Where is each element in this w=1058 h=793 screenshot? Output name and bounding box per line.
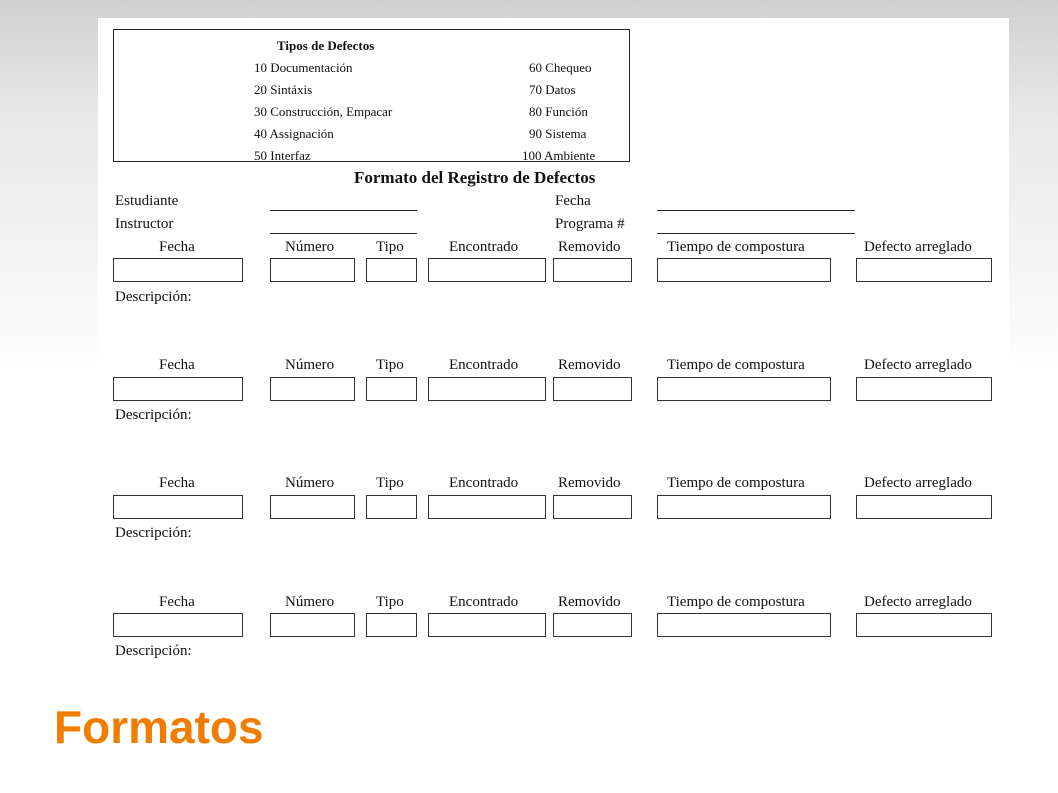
encontrado-field[interactable] <box>428 495 546 519</box>
encontrado-field[interactable] <box>428 258 546 282</box>
encontrado-field[interactable] <box>428 613 546 637</box>
student-label: Estudiante <box>115 193 179 209</box>
student-field[interactable] <box>270 210 417 211</box>
column-header-fecha: Fecha <box>159 357 195 373</box>
date-field[interactable] <box>657 210 855 211</box>
tipo-field[interactable] <box>366 495 417 519</box>
arreglado-field[interactable] <box>856 495 992 519</box>
arreglado-field[interactable] <box>856 377 992 401</box>
defect-log-form-document <box>98 18 1009 670</box>
tiempo-field[interactable] <box>657 613 831 637</box>
column-header-encontrado: Encontrado <box>449 239 519 255</box>
removido-field[interactable] <box>553 613 632 637</box>
column-header-numero: Número <box>285 475 335 491</box>
numero-field[interactable] <box>270 258 355 282</box>
description-label: Descripción: <box>115 643 192 659</box>
column-header-tiempo: Tiempo de compostura <box>667 239 805 255</box>
column-header-encontrado: Encontrado <box>449 357 519 373</box>
arreglado-field[interactable] <box>856 613 992 637</box>
tipo-field[interactable] <box>366 613 417 637</box>
defect-type-item: 70 Datos <box>529 82 576 97</box>
description-label: Descripción: <box>115 289 192 305</box>
form-title: Formato del Registro de Defectos <box>354 168 596 187</box>
instructor-label: Instructor <box>115 216 174 232</box>
column-header-removido: Removido <box>558 475 621 491</box>
numero-field[interactable] <box>270 495 355 519</box>
column-header-tipo: Tipo <box>376 475 404 491</box>
tiempo-field[interactable] <box>657 377 831 401</box>
program-field[interactable] <box>657 233 855 234</box>
column-header-fecha: Fecha <box>159 475 195 491</box>
column-header-fecha: Fecha <box>159 594 195 610</box>
defect-type-item: 40 Assignación <box>254 126 334 141</box>
description-label: Descripción: <box>115 407 192 423</box>
column-header-tiempo: Tiempo de compostura <box>667 475 805 491</box>
column-header-tipo: Tipo <box>376 239 404 255</box>
tiempo-field[interactable] <box>657 495 831 519</box>
program-label: Programa # <box>555 216 625 232</box>
column-header-removido: Removido <box>558 357 621 373</box>
column-header-fecha: Fecha <box>159 239 195 255</box>
column-header-numero: Número <box>285 357 335 373</box>
column-header-removido: Removido <box>558 239 621 255</box>
fecha-field[interactable] <box>113 613 243 637</box>
defect-type-item: 30 Construcción, Empacar <box>254 104 393 119</box>
date-label: Fecha <box>555 193 591 209</box>
defect-type-item: 60 Chequeo <box>529 60 592 75</box>
column-header-tiempo: Tiempo de compostura <box>667 594 805 610</box>
column-header-arreglado: Defecto arreglado <box>864 594 972 610</box>
slide-title: Formatos <box>54 701 264 753</box>
fecha-field[interactable] <box>113 495 243 519</box>
tiempo-field[interactable] <box>657 258 831 282</box>
description-label: Descripción: <box>115 525 192 541</box>
column-header-removido: Removido <box>558 594 621 610</box>
removido-field[interactable] <box>553 495 632 519</box>
defect-type-item: 10 Documentación <box>254 60 353 75</box>
column-header-tipo: Tipo <box>376 357 404 373</box>
fecha-field[interactable] <box>113 258 243 282</box>
tipo-field[interactable] <box>366 258 417 282</box>
column-header-tipo: Tipo <box>376 594 404 610</box>
arreglado-field[interactable] <box>856 258 992 282</box>
defect-types-title: Tipos de Defectos <box>277 38 375 53</box>
defect-type-item: 90 Sistema <box>529 126 587 141</box>
removido-field[interactable] <box>553 377 632 401</box>
column-header-arreglado: Defecto arreglado <box>864 357 972 373</box>
instructor-field[interactable] <box>270 233 417 234</box>
column-header-tiempo: Tiempo de compostura <box>667 357 805 373</box>
defect-type-item: 50 Interfaz <box>254 148 311 163</box>
numero-field[interactable] <box>270 613 355 637</box>
column-header-encontrado: Encontrado <box>449 594 519 610</box>
defect-type-item: 80 Función <box>529 104 588 119</box>
tipo-field[interactable] <box>366 377 417 401</box>
fecha-field[interactable] <box>113 377 243 401</box>
numero-field[interactable] <box>270 377 355 401</box>
column-header-numero: Número <box>285 239 335 255</box>
column-header-arreglado: Defecto arreglado <box>864 239 972 255</box>
column-header-encontrado: Encontrado <box>449 475 519 491</box>
defect-type-item: 100 Ambiente <box>522 148 596 163</box>
column-header-arreglado: Defecto arreglado <box>864 475 972 491</box>
defect-type-item: 20 Sintáxis <box>254 82 313 97</box>
column-header-numero: Número <box>285 594 335 610</box>
removido-field[interactable] <box>553 258 632 282</box>
encontrado-field[interactable] <box>428 377 546 401</box>
defect-types-table <box>113 29 630 162</box>
